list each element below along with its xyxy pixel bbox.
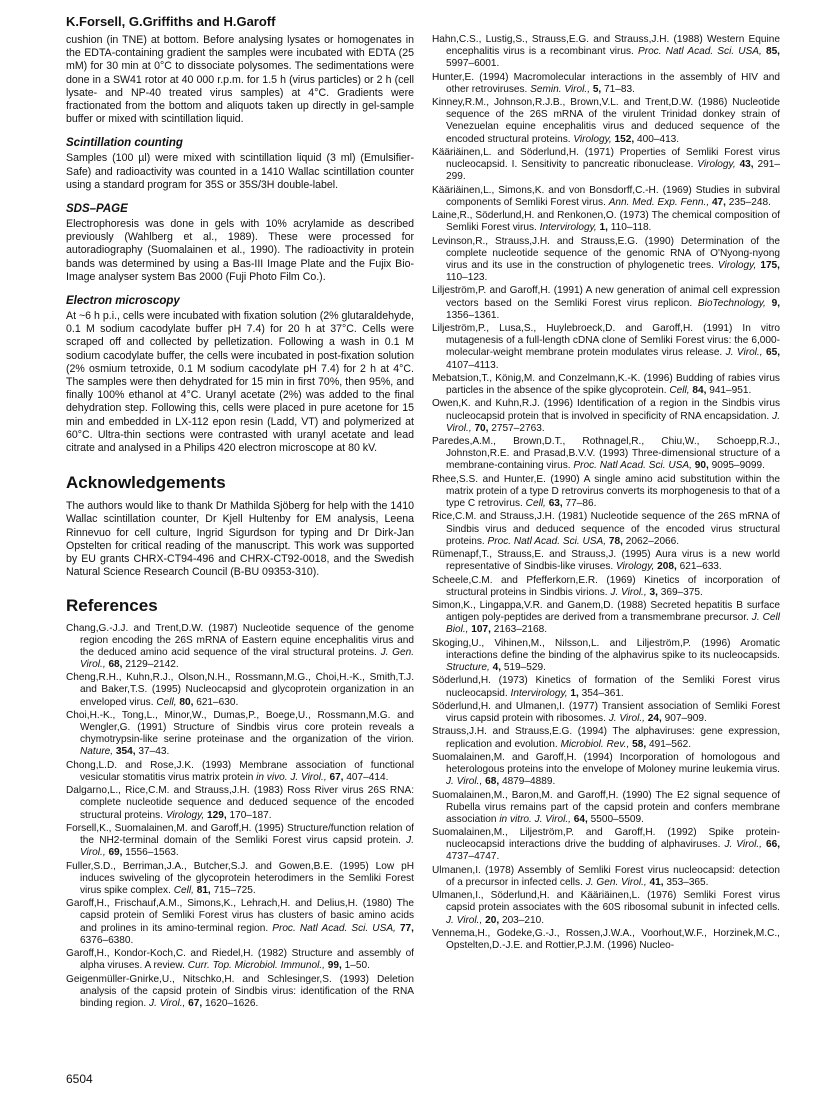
ref-volume: 99, [327,960,342,972]
ref-journal: J. Virol., [149,997,186,1009]
ref-volume: 41, [649,876,664,888]
ref-journal: J. Virol., [610,586,647,598]
ref-volume: 78, [608,535,623,547]
ref-authors: Forsell,K., Suomalainen,M. and Garoff,H. (1995) [66,822,284,834]
ref-title: Nucleotide sequence of the 26S mRNA of Sindbis virus and deduced sequence of the encoded virus structural proteins. [446,511,780,547]
reference-item [432,701,780,725]
ref-title: The capsid protein of Semliki Forest virus has clusters of basic amino acids and prolines in its amino-terminal region. [80,898,414,934]
ref-title: Kinetics of incorporation of structural proteins in Sindbis virions. [446,574,780,598]
ref-volume: 77, [399,922,414,934]
ref-journal: J. Cell Biol., [446,612,780,636]
ref-title: Semliki Forest virus capsid protein associates with the 60S ribosomal subunit in infected cells. [446,890,780,914]
ref-pages: 203–210. [501,914,545,926]
ref-authors: Liljeström,P., Lusa,S., Huylebroeck,D. and Garoff,H. (1991) [432,323,733,335]
ref-title: Nucleo- [639,940,675,952]
acknowledgements-title: Acknowledgements [66,473,226,493]
ref-journal: Intervirology, [510,687,568,699]
ref-journal: J. Gen. Virol., [585,876,647,888]
ref-journal: J. Virol., [446,914,483,926]
ref-journal: Virology, [573,133,612,145]
ref-pages: 2062–2066. [625,535,680,547]
ref-title: The alphaviruses: gene expression, replication and evolution. [446,726,781,750]
ref-authors: Levinson,R., Strauss,J.H. and Strauss,E.G. (1990) [432,235,674,247]
ref-title: In vitro mutagenesis of a full-length cDNA clone of Semliki Forest virus: the 6,000-molecular-weight membrane protein modulates virus release. [446,323,780,359]
ref-journal: J. Virol., [446,410,780,434]
reference-item [432,97,780,146]
ref-journal: Cell, [156,696,177,708]
reference-item [432,185,780,209]
ref-authors: Suomalainen,M., Baron,M. and Garoff,H. (1990) [432,789,652,801]
ref-pages: 354–361. [581,687,624,699]
ref-authors: Söderlund,H. and Ulmanen,I. (1977) [432,700,598,712]
reference-item [432,398,780,434]
electron-microscopy-paragraph: At ~6 h p.i., cells were incubated with fixation solution (2% glutaraldehyde, 0.1 M sodium cacodylate buffer pH 7.4) for 20 h at 37°C. Cells were scraped off and collected by pelletization. Following a wash in 0.1 M sodium cacodylate buffer, the cells were incubated in post-fixation solution (2% osmium tetroxide, 0.1 M sodium cacodylate pH 7.4) for 2 h at 4°C. The samples were then dehydrated for 15 min in first 70%, then 95%, and finally 100% ethanol at 4°C. Uranyl acetate (2%) was added to the final dehydration step. Following this, cells were placed in pure acetone for 15 min and embedded in LX-112 epon resin (Ladd, VT) and polymerized at 60°C. Ultra-thin sections were contrasted with uranyl acetate and lead citrate and analysed in a Philips 420 electron microscope at 80 kV. [66,310,414,455]
ref-authors: Owen,K. and Kuhn,R.J. (1996) [432,398,574,410]
subhead-scintillation: Scintillation counting [66,137,183,150]
reference-item [432,474,780,510]
ref-authors: Chang,G.-J.J. and Trent,D.W. (1987) [66,622,238,634]
subhead-sds-page: SDS–PAGE [66,203,128,216]
reference-item [432,928,780,952]
reference-item [432,790,780,826]
ref-title: Nucleotide sequence of the 26S mRNA of the virulent Trinidad donkey strain of Venezuelan equine encephalitis virus and deduced sequence of the encoded structural proteins. [446,97,780,145]
ref-journal: Nature, [80,746,114,758]
ref-authors: Laine,R., Söderlund,H. and Renkonen,O. (1973) [432,210,649,222]
ref-pages: 4107–4113. [446,359,499,371]
ref-pages: 907–909. [664,713,707,724]
ref-title: Western Equine encephalitis virus is a recombinant virus. [446,34,780,58]
ref-volume: 70, [474,422,489,434]
ref-title: Spike protein-nucleocapsid interactions drive the budding of alphaviruses. [446,827,780,851]
reference-item [432,236,780,285]
ref-title: Deletion analysis of the capsid protein of Sindbis virus: identification of the RNA binding region. [80,973,414,1009]
acknowledgements-paragraph: The authors would like to thank Dr Mathilda Sjöberg for help with the 1410 Wallac scintillation counter, Dr Kjell Hultenby for EM analysis, Leena Rinnevuo for cell culture, Ingrid Sigurdson for typing and Dr Dirk-Jan Opstelten for critical reading of the manuscript. This work was supported by EU grants CHRX-CT94-496 and CHRX-CT92-0018, and the Swedish Natural Science Research Council (B-BU 09353-310). [66,500,414,579]
ref-pages: 4737–4747. [446,851,500,863]
ref-title: Aromatic interactions define the binding of the alphavirus spike to its nucleocapsids. [446,637,781,661]
ref-journal: Intervirology, [539,222,597,234]
ref-journal: Ann. Med. Exp. Fenn., [608,196,710,208]
ref-journal: Cell, [525,498,546,510]
ref-authors: Geigenmüller-Gnirke,U., Nitschko,H. and Schlesinger,S. (1993) [66,973,369,985]
ref-title: Three-dimensional structure of a membrane-containing virus. [446,448,780,472]
ref-pages: 941–951. [709,385,752,397]
ref-authors: Hunter,E. (1994) [432,71,509,83]
ref-journal: BioTechnology, [697,297,766,309]
reference-item [432,675,780,699]
ref-volume: 152, [614,133,635,145]
ref-title: Nucleocapsid and glycoprotein organization in an enveloped virus. [80,684,414,708]
ref-journal: Semin. Virol., [530,83,590,95]
ref-authors: Paredes,A.M., Brown,D.T., Rothnagel,R., Chiu,W., Schoepp,R.J., Johnston,R.E. and Prasad,B.V.V. (1993) [432,436,780,460]
ref-journal: J. Gen. Virol., [80,646,414,670]
ref-volume: 175, [760,259,780,271]
reference-item [432,323,780,372]
ref-authors: Kinney,R.M., Johnson,R.J.B., Brown,V.L. and Trent,D.W. (1986) [432,97,728,109]
reference-item [66,861,414,897]
ref-journal: Proc. Natl Acad. Sci. USA, [573,460,692,472]
ref-authors: Ulmanen,I. (1978) [432,864,515,876]
reference-item [66,948,414,972]
ref-pages: 1–50. [344,960,370,972]
ref-title: Macromolecular interactions in the assembly of HIV and other retroviruses. [446,71,781,95]
ref-pages: 407–414. [346,771,389,783]
ref-title: Ross River virus 26S RNA: complete nucleotide sequence and deduced sequence of the encoded structural proteins. [80,785,415,821]
ref-volume: 5, [592,83,602,95]
ref-volume: 68, [485,776,500,788]
ref-authors: Söderlund,H. (1973) [432,675,528,687]
ref-journal: J. Virol., [724,839,762,851]
ref-pages: 9095–9099. [711,460,765,472]
ref-title: Properties of Semliki Forest virus nucleocapsid. I. Sensitivity to pancreatic ribonuclease. [446,146,780,171]
ref-pages: 1356–1361. [446,309,500,321]
ref-title: Secreted hepatitis B surface antigen poly-peptides are derived from a transmembrane precursor. [446,600,780,624]
ref-volume: 43, [739,159,754,171]
ref-title: A new generation of animal cell expression vectors based on the Semliki Forest virus replicon. [446,285,780,309]
references-list-left [66,623,414,1011]
ref-volume: 4, [492,662,501,673]
ref-pages: 2129–2142. [125,658,179,670]
ref-pages: 519–529. [503,662,546,673]
reference-item [432,600,780,636]
ref-volume: 9, [771,297,781,309]
ref-volume: 85, [765,46,780,58]
ref-journal: Virology, [717,259,757,271]
references-list-right [432,34,780,952]
ref-title: The chemical composition of Semliki Forest virus. [446,210,781,234]
ref-journal: Proc. Natl Acad. Sci. USA, [487,535,607,547]
ref-volume: 47, [711,196,726,208]
ref-volume: 1, [570,687,579,699]
ref-volume: 129, [207,809,227,821]
ref-title: Structure of Sindbis virus core protein reveals a chymotrypsin-like serine proteinase and the organization of the virion. [80,722,414,746]
reference-item [66,823,414,859]
ref-volume: 67, [329,771,344,783]
reference-item [432,210,780,234]
ref-journal: Proc. Natl Acad. Sci. USA, [272,922,396,934]
ref-authors: Choi,H.-K., Tong,L., Minor,W., Dumas,P., Boege,U., Rossmann,M.G. and Wengler,G. (1991) [66,709,414,734]
ref-pages: 5997–6001. [446,58,500,70]
reference-item [432,575,780,599]
left-column [66,34,414,1011]
ref-authors: Suomalainen,M., Liljeström,P. and Garoff,H. (1992) [432,827,697,839]
ref-pages: 235–248. [728,196,771,208]
ref-journal: in vivo. J. Virol., [256,771,327,783]
reference-item [432,511,780,547]
reference-item [66,623,414,672]
ref-title: Determination of the complete nucleotide sequence of the genomic RNA of O'Nyong-nyong virus and its use in the construction of phylogenetic trees. [446,235,780,271]
ref-volume: 24, [647,713,662,724]
ref-journal: J. Virol., [608,713,645,724]
ref-title: Transient association of Semliki Forest virus capsid protein with ribosomes. [446,700,780,724]
ref-pages: 291–299. [446,159,780,183]
ref-journal: Proc. Natl Acad. Sci. USA, [637,46,762,58]
reference-item [66,760,414,784]
reference-item [432,726,780,750]
ref-volume: 64, [573,813,588,825]
reference-item [66,672,414,708]
ref-journal: J. Virol., [446,776,483,788]
ref-authors: Scheele,C.M. and Pfefferkorn,E.R. (1969) [432,574,636,586]
ref-journal: J. Virol., [80,835,414,859]
references-title: References [66,595,158,615]
reference-item [432,72,780,96]
ref-volume: 107, [471,624,491,636]
ref-title: A single amino acid substitution within the matrix protein of a type D retrovirus converts its morphogenesis to that of a type C retrovirus. [446,473,781,510]
ref-pages: 621–633. [679,561,722,573]
ref-volume: 69, [108,847,123,859]
ref-pages: 37–43. [138,746,170,758]
ref-volume: 84, [692,385,707,397]
ref-pages: 110–123. [446,272,488,284]
ref-journal: in vitro. J. Virol., [499,813,571,825]
ref-journal: Virology, [165,809,205,821]
ref-volume: 80, [179,696,194,708]
ref-authors: Rhee,S.S. and Hunter,E. (1990) [432,473,580,485]
ref-title: Identification of a region in the Sindbis virus nucleocapsid protein that is involved in specificity of RNA encapsidation. [446,398,780,422]
ref-title: Nucleotide sequence of the genome region encoding the 26S mRNA of Eastern equine encephalitis virus and the deduced amino acid sequence of the viral structural proteins. [80,622,414,658]
reference-item [432,34,780,70]
ref-authors: Simon,K., Lingappa,V.R. and Ganem,D. (1988) [432,600,647,612]
ref-authors: Liljeström,P. and Garoff,H. (1991) [432,285,583,297]
ref-volume: 90, [694,460,709,472]
reference-item [432,373,780,397]
reference-item [432,436,780,472]
ref-title: Budding of rabies virus particles in the absence of the spike glycoprotein. [446,372,780,397]
ref-pages: 1556–1563. [125,847,179,859]
ref-pages: 5500–5509. [590,813,644,825]
ref-pages: 491–562. [648,738,692,750]
ref-authors: Skoging,U., Vihinen,M., Nilsson,L. and Liljeström,P. (1996) [432,637,731,649]
ref-pages: 77–86. [565,498,597,510]
ref-title: Kinetics of formation of the Semliki Forest virus nucleocapsid. [446,675,780,699]
ref-pages: 110–118. [610,222,652,234]
ref-title: Structure and assembly of alpha viruses. A review. [80,948,414,972]
reference-item [432,638,780,674]
ref-authors: Suomalainen,M. and Garoff,H. (1994) [432,751,613,763]
ref-pages: 1620–1626. [205,997,259,1009]
ref-title: Assembly of Semliki Forest virus nucleocapsid: detection of a precursor in infected cells. [446,864,781,888]
ref-pages: 2163–2168. [493,624,548,636]
ref-title: Membrane association of functional vesicular stomatitis virus matrix protein [80,759,414,783]
ref-authors: Cheng,R.H., Kuhn,R.J., Olson,N.H., Rossmann,M.G., Choi,H.-K., Smith,T.J. and Baker,T.S. (1995) [66,672,414,696]
ref-authors: Vennema,H., Godeke,G.-J., Rossen,J.W.A., Voorhout,W.F., Horzinek,M.C., Opstelten,D.-J.E. and Rottier,P.J.M. (1996) [432,927,780,952]
ref-journal: J. Virol., [725,347,763,359]
reference-item [432,147,780,183]
running-head-authors: K.Forsell, G.Griffiths and H.Garoff [66,14,276,29]
ref-authors: Rice,C.M. and Strauss,J.H. (1981) [432,511,588,523]
ref-pages: 6376–6380. [80,934,134,946]
ref-title: Structure/function relation of the NH2-terminal domain of the Semliki Forest virus capsid protein. [80,822,414,847]
ref-volume: 208, [657,561,677,573]
reference-item [66,974,414,1010]
ref-authors: Dalgarno,L., Rice,C.M. and Strauss,J.H. (1983) [66,785,284,797]
ref-title: Studies in subviral components of Semliki Forest virus. [446,184,780,208]
ref-volume: 58, [632,738,647,750]
ref-volume: 63, [548,498,563,510]
ref-title: Incorporation of homologous and heterologous proteins into the envelope of Moloney murine leukemia virus. [446,751,780,775]
ref-authors: Kääriäinen,L., Simons,K. and von Bonsdorff,C.-H. (1969) [432,184,692,196]
ref-volume: 68, [108,658,123,670]
ref-volume: 3, [649,586,658,598]
ref-pages: 400–413. [637,133,680,145]
ref-pages: 71–83. [604,83,635,95]
reference-item [432,890,780,926]
reference-item [432,827,780,863]
page-number: 6504 [66,1072,93,1086]
ref-authors: Kääriäinen,L. and Söderlund,H. (1971) [432,146,614,158]
ref-journal: Virology, [697,159,736,171]
ref-pages: 170–187. [229,809,272,821]
ref-pages: 715–725. [213,884,256,896]
ref-authors: Rümenapf,T., Strauss,E. and Strauss,J. (1995) [432,549,651,561]
ref-volume: 354, [115,746,136,758]
ref-volume: 67, [188,997,203,1009]
ref-pages: 4879–4889. [501,776,556,788]
ref-authors: Garoff,H., Kondor-Koch,C. and Riedel,H. (1982) [66,948,288,960]
reference-item [432,285,780,321]
sds-page-paragraph: Electrophoresis was done in gels with 10% acrylamide as described previously (Wahlberg et al., 1989). These were processed for autoradiography (Suomalainen et al., 1990). The radioactivity in protein bands was determined by using a Bas-III Image Plate and the Fujix Bio-Image analyser system Bas 2000 (Fuji Photo Film Co.). [66,218,414,283]
reference-item [66,785,414,821]
ref-journal: Curr. Top. Microbiol. Immunol., [187,960,325,972]
reference-item [432,549,780,573]
ref-volume: 1, [599,222,608,234]
ref-authors: Ulmanen,I., Söderlund,H. and Kääriäinen,L. (1976) [432,890,677,902]
ref-volume: 20, [485,914,500,926]
ref-authors: Fuller,S.D., Berriman,J.A., Butcher,S.J. and Gowen,B.E. (1995) [66,860,369,872]
ref-pages: 621–630. [196,696,239,708]
ref-pages: 2757–2763. [491,422,545,434]
ref-authors: Hahn,C.S., Lustig,S., Strauss,E.G. and Strauss,J.H. (1988) [432,34,703,45]
ref-journal: Structure, [446,662,490,673]
ref-title: The E2 signal sequence of Rubella virus remains part of the capsid protein and confers membrane association [446,789,781,825]
right-column [432,34,780,953]
ref-journal: Cell, [173,884,194,896]
ref-authors: Strauss,J.H. and Strauss,E.G. (1994) [432,726,607,738]
ref-authors: Chong,L.D. and Rose,J.K. (1993) [66,759,232,771]
reference-item [432,752,780,788]
scintillation-paragraph: Samples (100 µl) were mixed with scintillation liquid (3 ml) (Emulsifier-Safe) and radioactivity was counted in a 1410 Wallac scintillation counter using a standard program for 35S or 35S/3H double-label. [66,152,414,191]
ref-journal: Virology, [616,561,655,573]
reference-item [66,898,414,947]
ref-volume: 66, [765,839,781,851]
ref-title: Low pH induces swiveling of the glycoprotein heterodimers in the Semliki Forest virus spike complex. [80,860,414,896]
methods-gradient-paragraph: cushion (in TNE) at bottom. Before analysing lysates or homogenates in the EDTA-containing gradient the samples were incubated with EDTA (25 mM) for 30 min at 0°C to dissociate polysomes. The sedimentations were done in a SW41 rotor at 40 000 r.p.m. for 1.5 h (virus particles) or 2 h (cell lysate- and NP-40 treated virus samples) at 4°C. Gradients were fractionated from the bottom and aliquots taken up directly in gel-sample buffer or mixed with scintillation liquid. [66,34,414,126]
reference-item [432,865,780,889]
ref-journal: Cell, [669,385,690,397]
ref-pages: 353–365. [666,876,709,888]
subhead-electron-microscopy: Electron microscopy [66,295,180,308]
ref-volume: 81, [196,884,211,896]
ref-volume: 65, [765,347,781,359]
ref-authors: Mebatsion,T., König,M. and Conzelmann,K.-K. (1996) [432,372,673,384]
ref-journal: Microbiol. Rev., [560,738,630,750]
reference-item [66,710,414,759]
ref-authors: Garoff,H., Frischauf,A.M., Simons,K., Lehrach,H. and Delius,H. (1980) [66,898,392,910]
ref-title: Aura virus is a new world representative of Sindbis-like viruses. [446,549,780,573]
ref-pages: 369–375. [660,586,703,598]
